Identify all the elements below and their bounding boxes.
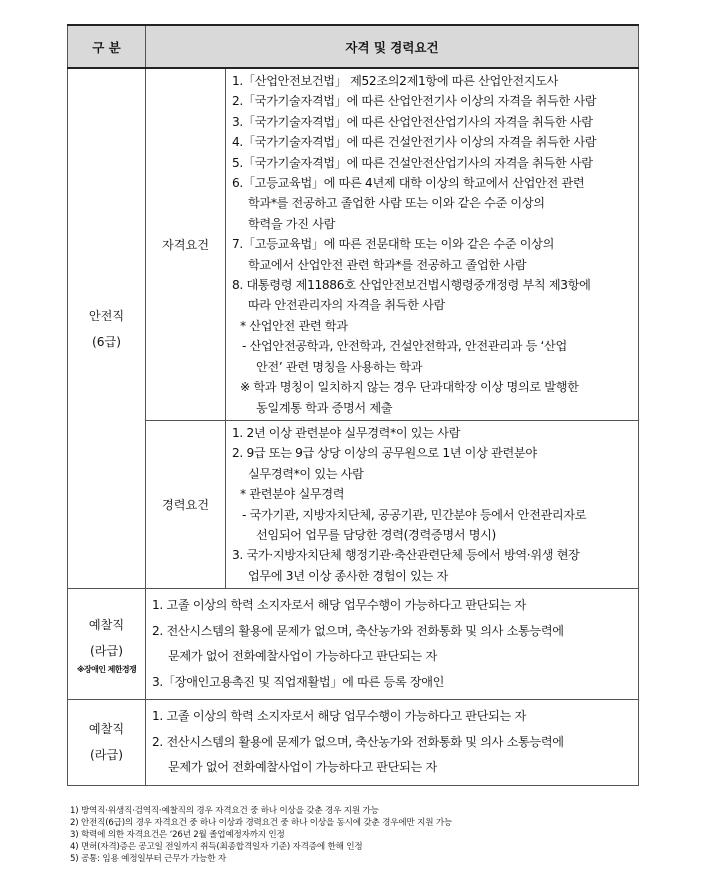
list-item: 안전’ 관련 명칭을 사용하는 학과 <box>256 359 423 374</box>
footnote: 1) 방역직·위생직·검역직·예찰직의 경우 자격요건 중 하나 이상을 갖춘 경우 지원 가능 <box>70 806 379 816</box>
table-header-row <box>68 25 639 68</box>
list-item: 선임되어 업무를 담당한 경력(경력증명서 명시) <box>256 527 496 542</box>
footnotes <box>70 805 452 865</box>
list-item: 문제가 없어 전화예찰사업이 가능하다고 판단되는 자 <box>168 649 437 664</box>
list-item: 따라 안전관리자의 자격을 취득한 사람 <box>248 298 445 313</box>
category-grade: (라급) <box>89 748 124 763</box>
category-note: ※장애인 제한경쟁 <box>76 665 137 675</box>
list-item: 1. 고졸 이상의 학력 소지자로서 해당 업무수행이 가능하다고 판단되는 자 <box>152 709 526 724</box>
list-item: 4.「국가기술자격법」에 따른 건설안전기사 이상의 자격을 취득한 사람 <box>232 135 597 150</box>
list-item: 7.「고등교육법」에 따른 전문대학 또는 이와 같은 수준 이상의 <box>232 237 555 252</box>
table-row <box>68 420 639 588</box>
list-item: 2. 9급 또는 9급 상당 이상의 공무원으로 1년 이상 관련분야 <box>232 446 537 461</box>
experience-list <box>226 420 639 588</box>
list-item: 2. 전산시스템의 활용에 문제가 없으며, 축산농가와 전화통화 및 의사 소통능력에 <box>152 734 564 749</box>
list-item: * 관련분야 실무경력 <box>240 487 345 502</box>
list-item: 동일계통 학과 증명서 제출 <box>256 400 393 415</box>
category-reservation <box>68 700 146 786</box>
table-row <box>68 589 639 700</box>
category-reservation-disabled <box>68 589 146 700</box>
experience-label: 경력요건 <box>146 420 226 588</box>
list-item: 2. 전산시스템의 활용에 문제가 없으며, 축산농가와 전화통화 및 의사 소통능력에 <box>152 623 564 638</box>
list-item: ※ 학과 명칭이 일치하지 않는 경우 단과대학장 이상 명의로 발행한 <box>240 380 579 395</box>
footnote: 5) 공통: 임용 예정일부터 근무가 가능한 자 <box>70 854 226 865</box>
footnote: 4) 면허(자격)증은 공고일 전일까지 취득(최종합격일자 기준) 자격증에 한해 인정 <box>70 842 363 853</box>
category-grade: (6급) <box>91 334 122 349</box>
requirements-table <box>67 24 639 786</box>
list-item: 1. 2년 이상 관련분야 실무경력*이 있는 사람 <box>232 425 460 440</box>
list-item: 6.「고등교육법」에 따른 4년제 대학 이상의 학교에서 산업안전 관련 <box>232 176 585 191</box>
list-item: 2.「국가기술자격법」에 따른 산업안전기사 이상의 자격을 취득한 사람 <box>232 94 597 109</box>
list-item: 학과*를 전공하고 졸업한 사람 또는 이와 같은 수준 이상의 <box>248 196 545 211</box>
category-grade: (라급) <box>89 644 124 659</box>
header-category: 구 분 <box>68 25 146 68</box>
list-item: 학력을 가진 사람 <box>248 216 336 231</box>
category-name: 예찰직 <box>88 722 125 737</box>
header-requirements: 자격 및 경력요건 <box>146 25 639 68</box>
list-item: 실무경력*이 있는 사람 <box>248 466 364 481</box>
list-item: 3.「국가기술자격법」에 따른 산업안전산업기사의 자격을 취득한 사람 <box>232 114 593 129</box>
list-item: 학교에서 산업안전 관련 학과*를 전공하고 졸업한 사람 <box>248 257 527 272</box>
list-item: 3. 국가·지방자치단체 행정기관·축산관련단체 등에서 방역·위생 현장 <box>232 548 580 563</box>
reservation-list <box>146 700 639 786</box>
list-item: 5.「국가기술자격법」에 따른 건설안전산업기사의 자격을 취득한 사람 <box>232 155 593 170</box>
footnote: 3) 학력에 의한 자격요건은 ‘26년 2월 졸업예정자까지 인정 <box>70 830 285 841</box>
reservation-disabled-list <box>146 589 639 700</box>
qualification-list <box>226 68 639 420</box>
list-item: 3.「장애인고용촉진 및 직업재활법」에 따른 등록 장애인 <box>152 674 445 689</box>
list-item: 1.「산업안전보건법」 제52조의2제1항에 따른 산업안전지도사 <box>232 74 559 88</box>
list-item: 문제가 없어 전화예찰사업이 가능하다고 판단되는 자 <box>168 760 437 775</box>
footnote: 2) 안전직(6급)의 경우 자격요건 중 하나 이상과 경력요건 중 하나 이상을 동시에 갖춘 경우에만 지원 가능 <box>70 818 453 829</box>
table-row <box>68 68 639 420</box>
category-name: 예찰직 <box>88 618 125 633</box>
list-item: 8. 대통령령 제11886호 산업안전보건법시행령중개정령 부칙 제3항에 <box>232 278 591 293</box>
category-name: 안전직 <box>88 308 125 323</box>
table-row <box>68 700 639 786</box>
qualification-label: 자격요건 <box>146 68 226 420</box>
list-item: 업무에 3년 이상 종사한 경험이 있는 자 <box>248 568 448 583</box>
list-item: * 산업안전 관련 학과 <box>240 318 348 333</box>
list-item: 1. 고졸 이상의 학력 소지자로서 해당 업무수행이 가능하다고 판단되는 자 <box>152 598 526 613</box>
list-item: - 국가기관, 지방자치단체, 공공기관, 민간분야 등에서 안전관리자로 <box>242 507 587 522</box>
list-item: - 산업안전공학과, 안전학과, 건설안전학과, 안전관리과 등 ‘산업 <box>242 339 567 354</box>
category-safety <box>68 68 146 589</box>
